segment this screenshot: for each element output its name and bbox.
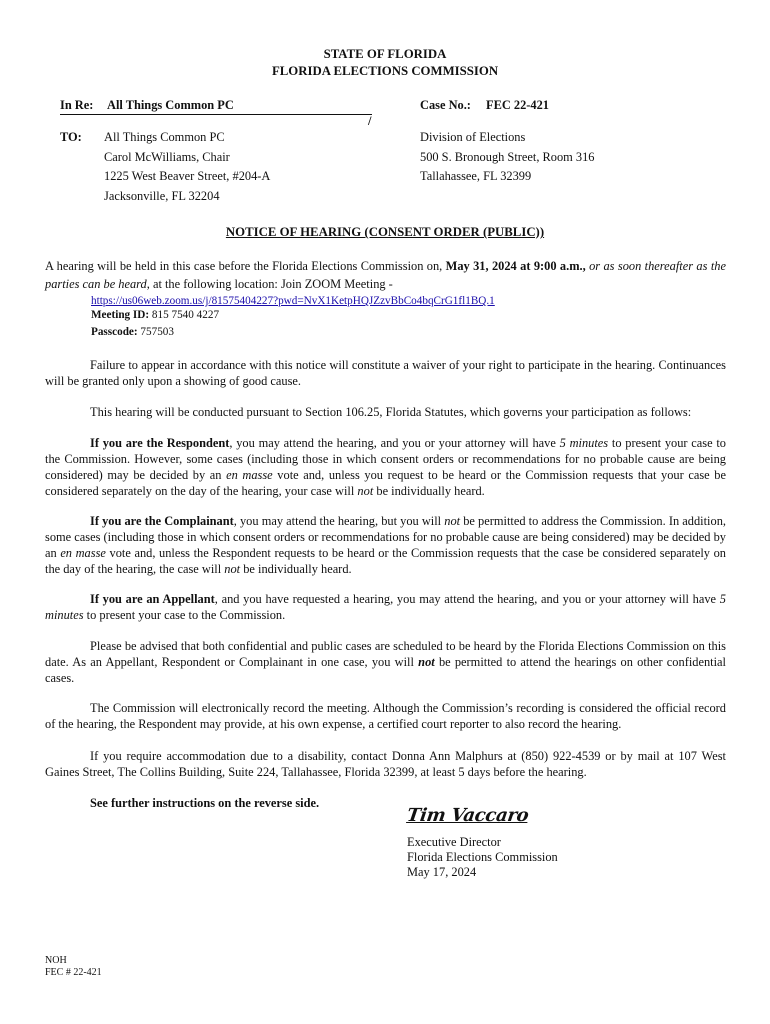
- hearing-paragraph: [45, 257, 726, 293]
- in-re-label: In Re:: [60, 98, 94, 112]
- appellant-lead: If you are an Appellant: [90, 592, 215, 606]
- record-text: The Commission will electronically record the meeting. Although the Commission’s recording is considered the official record of the hearing, the Respondent may provide, at his own expense, a certified court reporter to also record the hearing.: [45, 701, 726, 731]
- footer-code: NOH: [45, 955, 67, 966]
- hearing-date: May 31, 2024 at 9:00 a.m.,: [445, 259, 586, 273]
- respondent-paragraph: [45, 435, 726, 499]
- advised-text-1: Please be advised that both confidential and public cases are scheduled to be heard by the Florida Elections Commission on this date. As an Appellant, Respondent or Complainant in one case, you will: [45, 639, 726, 669]
- signature-image: Tim Vaccaro: [405, 805, 530, 826]
- record-paragraph: [45, 700, 726, 732]
- zoom-meeting-link[interactable]: https://us06web.zoom.us/j/81575404227?pwd=NvX1KetpHQJZzvBbCo4bqCrG1fl1BQ.1: [91, 295, 495, 307]
- respondent-emphasis-en-masse: en masse: [226, 468, 273, 482]
- reverse-side-note: See further instructions on the reverse side.: [90, 796, 320, 810]
- failure-paragraph: [45, 357, 726, 389]
- caption-slash: /: [368, 114, 372, 128]
- respondent-emphasis-not: not: [357, 484, 374, 498]
- signatory-org: Florida Elections Commission: [407, 850, 558, 864]
- from-address-line: 500 S. Bronough Street, Room 316: [420, 149, 595, 164]
- failure-text: Failure to appear in accordance with this notice will constitute a waiver of your right to participate in the hearing. Continuances will be granted only upon a showing of good cause.: [45, 358, 726, 388]
- in-re-value: All Things Common PC: [107, 98, 234, 112]
- hearing-soon: or as soon thereafter as the parties can be heard: [45, 259, 726, 291]
- signature-date: May 17, 2024: [407, 865, 477, 879]
- respondent-text-1: , you may attend the hearing, and you or your attorney will have: [229, 436, 556, 450]
- to-label: TO:: [60, 130, 82, 144]
- to-address-line: Jacksonville, FL 32204: [104, 188, 220, 203]
- meeting-id-value: 815 7540 4227: [151, 309, 220, 321]
- to-address-line: Carol McWilliams, Chair: [104, 149, 230, 164]
- hearing-intro: A hearing will be held in this case before the Florida Elections Commission on,: [45, 259, 443, 273]
- to-address-line: 1225 West Beaver Street, #204-A: [104, 169, 271, 183]
- from-address: [420, 129, 595, 188]
- statute-paragraph: [45, 404, 726, 420]
- case-number: FEC 22-421: [486, 98, 549, 112]
- appellant-emphasis-minutes: 5 minutes: [45, 592, 726, 622]
- header-commission: FLORIDA ELECTIONS COMMISSION: [271, 64, 499, 78]
- appellant-paragraph: [45, 591, 726, 623]
- statute-text: This hearing will be conducted pursuant to Section 106.25, Florida Statutes, which governs your participation as follows:: [90, 405, 692, 419]
- passcode-row: [91, 324, 174, 340]
- respondent-lead: If you are the Respondent: [90, 436, 230, 450]
- meeting-id-label: Meeting ID:: [91, 309, 150, 321]
- advised-paragraph: [45, 638, 726, 686]
- case-label: Case No.:: [420, 98, 471, 112]
- signatory-title: Executive Director: [407, 835, 501, 849]
- meeting-id-row: [91, 307, 219, 323]
- from-address-line: Division of Elections: [420, 130, 526, 144]
- respondent-text-4: be individually heard.: [376, 484, 485, 498]
- complainant-emphasis-not-2: not: [224, 562, 241, 576]
- complainant-emphasis-en-masse: en masse: [60, 546, 106, 560]
- complainant-emphasis-not: not: [444, 514, 461, 528]
- complainant-text-4: be individually heard.: [243, 562, 352, 576]
- accommodation-paragraph: [45, 748, 726, 780]
- respondent-emphasis-minutes: 5 minutes: [559, 436, 609, 450]
- complainant-lead: If you are the Complainant: [90, 514, 234, 528]
- to-address: [104, 129, 270, 207]
- complainant-text-3: vote and, unless the Respondent requests to be heard or the Commission requests that the case be considered separately on the day of the hearing, the case will: [45, 546, 726, 576]
- passcode-value: 757503: [140, 326, 174, 338]
- header-state: STATE OF FLORIDA: [323, 47, 447, 61]
- footer-case-number: FEC # 22-421: [45, 967, 102, 978]
- caption-rule: [60, 114, 372, 115]
- respondent-text-2: to present your case to the Commission. However, some cases (including those in which consent orders or recommendations for no probable cause are being considered) may be decided by an: [45, 436, 727, 482]
- appellant-text-2: to present your case to the Commission.: [86, 608, 286, 622]
- accommodation-text: If you require accommodation due to a disability, contact Donna Ann Malphurs at (850) 922-4539 or by mail at 107 West Gaines Street, The Collins Building, Suite 224, Tallahassee, Florida 32399, at least 5 days before the hearing.: [45, 749, 726, 779]
- complainant-text-1: , you may attend the hearing, but you will: [233, 514, 442, 528]
- hearing-location: , at the following location: Join ZOOM Meeting -: [146, 277, 393, 291]
- passcode-label: Passcode:: [91, 326, 138, 338]
- notice-title: NOTICE OF HEARING (CONSENT ORDER (PUBLIC)): [225, 225, 545, 239]
- to-address-line: All Things Common PC: [104, 130, 225, 144]
- respondent-text-3: vote and, unless you request to be heard or the Commission requests that your case be considered separately on the day of the hearing, your case will: [45, 468, 726, 498]
- advised-emphasis-not: not: [418, 655, 435, 669]
- from-address-line: Tallahassee, FL 32399: [420, 169, 532, 183]
- appellant-text-1: , and you have requested a hearing, you may attend the hearing, and you or your attorney will have: [214, 592, 717, 606]
- complainant-paragraph: [45, 513, 726, 577]
- complainant-text-2: be permitted to address the Commission. In addition, some cases (including those in which consent orders or recommendations for no probable cause are being considered) may be decided by an: [45, 514, 726, 560]
- advised-text-2: be permitted to attend the hearings on other confidential cases.: [45, 655, 726, 685]
